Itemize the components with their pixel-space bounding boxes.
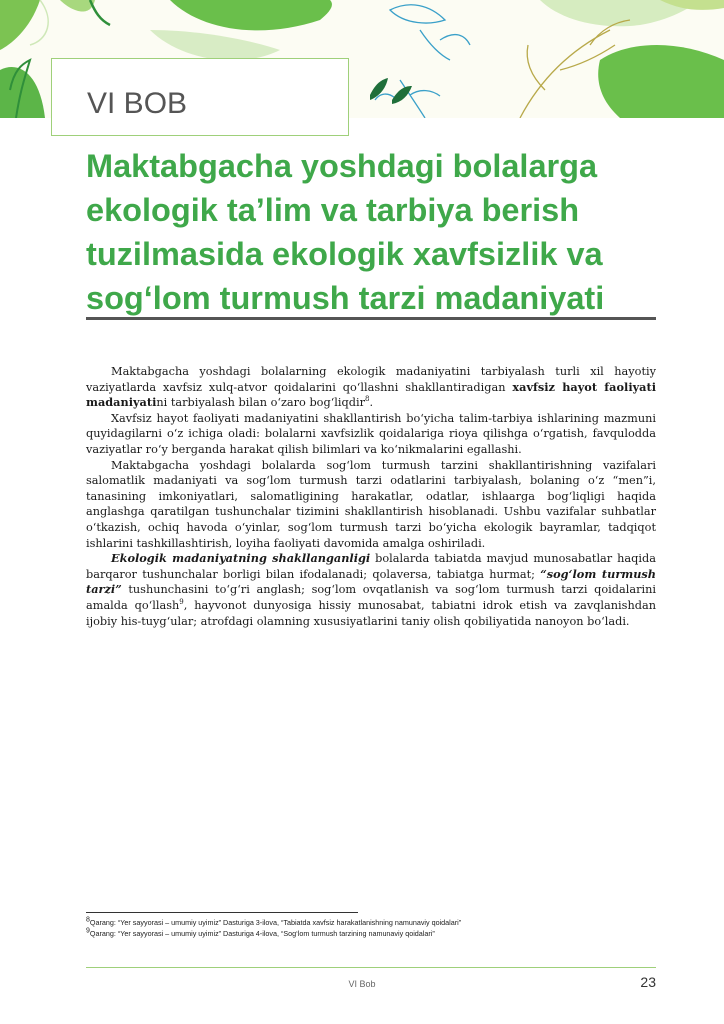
paragraph-text: bolalarda tabiatda mavjud munosabatlar haqida barqaror tushunchalar borligi bilan ifodalanadi; qolaversa, tabiatga hurmat; [86, 552, 656, 581]
paragraph [86, 364, 656, 411]
footnote-text: Qarang: “Yer sayyorasi – umumiy uyimiz” Dasturiga 3-ilova, “Tabiatda xavfsiz harakatlanishning namunaviy qoidalari” [89, 918, 462, 927]
footnote-divider [86, 912, 358, 913]
page-title [86, 144, 666, 320]
footnote-number: 8 [86, 916, 90, 924]
paragraph-text: . [369, 396, 374, 410]
footnote [86, 928, 666, 939]
title-line: ekologik ta’lim va tarbiya berish [86, 192, 580, 228]
emphasized-term: “sog‘lom turmush tarzi” [86, 566, 657, 597]
footnotes [86, 917, 666, 939]
paragraph-text: , hayvonot dunyosiga hissiy munosabat, tabiatni idrok etish va zavqlanishdan ijobiy his-tuyg‘ular; atrofdagi olamning xususiyatlarini taniy olish qobiliyatida nanoyon bo‘ladi. [86, 598, 656, 628]
paragraph-text: Maktabgacha yoshdagi bolalarning ekologik madaniyatini tarbiyalash turli xil hayotiy vaziyatlarda xavfsiz xulq-atvor qoidalarini qo‘llashni shakllantiradigan [86, 365, 656, 394]
title-line: sog‘lom turmush tarzi madaniyati [86, 280, 605, 316]
emphasized-term: Ekologik madaniyatning shakllanganligi [111, 551, 371, 566]
body-text [86, 364, 656, 629]
chapter-box [51, 58, 349, 136]
footnote-ref[interactable]: 8 [365, 395, 370, 404]
footnote [86, 917, 666, 928]
title-line: tuzilmasida ekologik xavfsizlik va [86, 236, 603, 272]
paragraph [86, 551, 656, 629]
bold-term: xavfsiz hayot faoliyati madaniyati [86, 379, 656, 410]
title-divider [86, 317, 656, 320]
footnote-text: Qarang: “Yer sayyorasi – umumiy uyimiz” Dasturiga 4-ilova, “Sog‘lom turmush tarzining namunaviy qoidalari” [89, 929, 435, 938]
footer-chapter-label: VI Bob [348, 979, 376, 989]
paragraph-text: ni tarbiyalash bilan o‘zaro bog‘liqdir [156, 396, 366, 410]
chapter-label: VI BOB [87, 87, 188, 120]
title-line: Maktabgacha yoshdagi bolalarga [86, 148, 598, 184]
paragraph-text: tushunchasini to‘g‘ri anglash; sog‘lom ovqatlanish va sog‘lom turmush tarzi qoidalarini amalda qo‘llash [86, 583, 656, 612]
footer-divider [86, 967, 656, 968]
paragraph: Maktabgacha yoshdagi bolalarda sog‘lom turmush tarzini shakllantirishning vazifalari salomatlik madaniyati va sog‘lom turmush tarzi odatlarini tarbiyalash, bolaning o‘z “men”i, tanasining imkoniyatlari, salomatligining harakatlar, odatlar, ishlaarga bog‘liqligi haqida anglashga qaratilgan tushunchalar tizimini shakllantirish hisoblanadi. Ushbu vazifalar suhbatlar o‘tkazish, ochiq havoda o‘yinlar, sog‘lom turmush tarzi bo‘yicha ekologik bayramlar, tadqiqot ishlarini tashkillashtirish, loyiha faoliyati davomida amalga oshiriladi. [86, 458, 656, 550]
footnote-number: 9 [86, 927, 90, 935]
footnote-ref[interactable]: 9 [179, 598, 184, 607]
paragraph: Xavfsiz hayot faoliyati madaniyatini shakllantirish bo‘yicha talim-tarbiya ishlarining mazmuni quyidagilarni o‘z ichiga oladi: bolalarni xavfsizlik qoidalariga rioya qilishga o‘rgatish, favqulodda vaziyatlar ro‘y berganda harakat qilish bilimlari va ko‘nikmalarini egallashi. [86, 411, 656, 456]
page-number: 23 [640, 974, 656, 990]
